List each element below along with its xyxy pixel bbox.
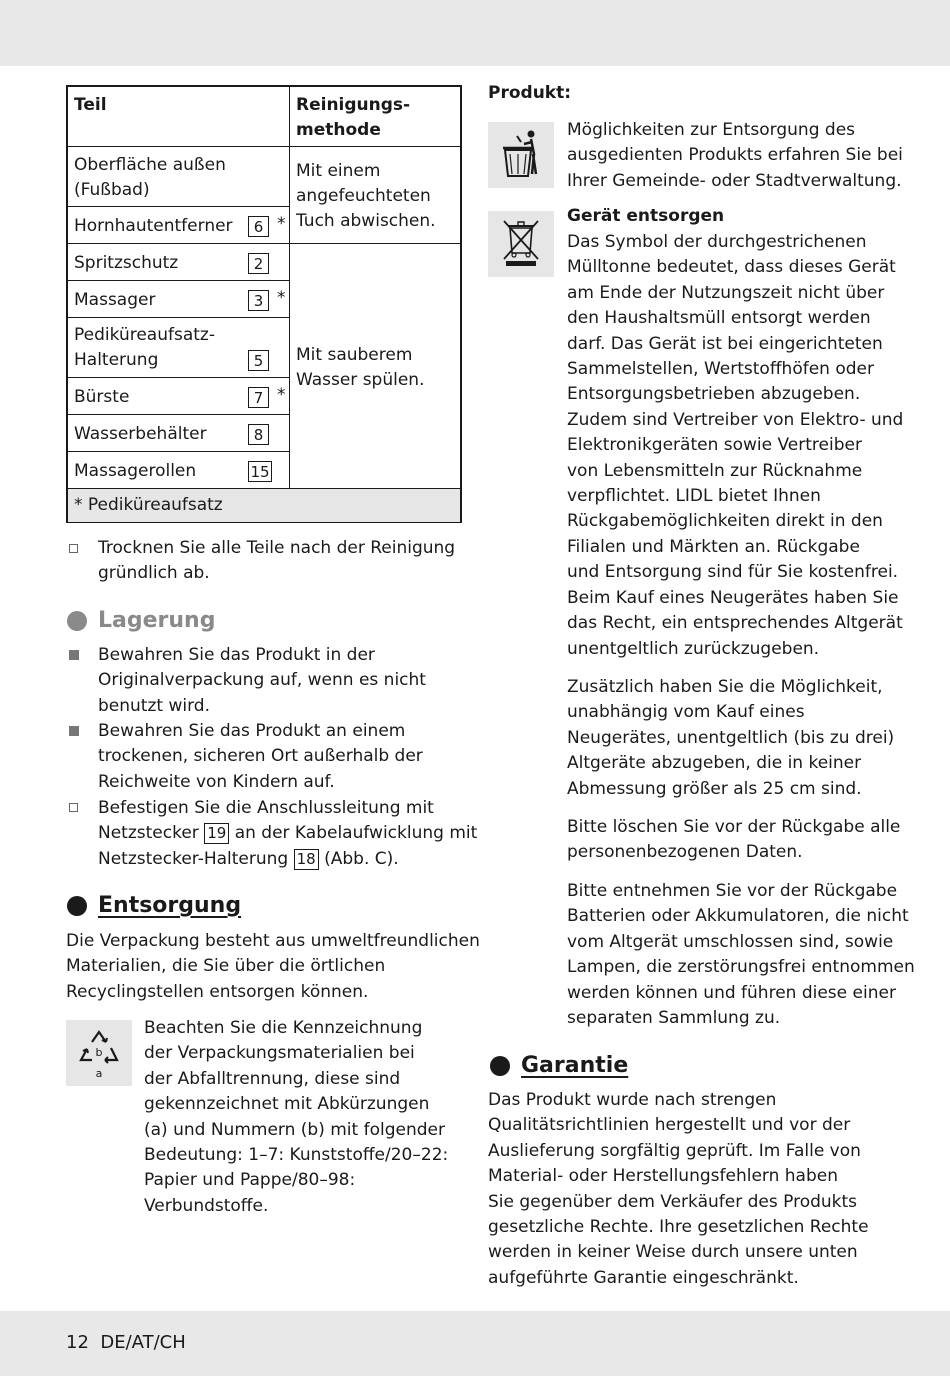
trash-text: Möglichkeiten zur Entsorgung des ausgedienten Produkts erfahren Sie bei Ihrer Gemeinde- oder Stadtverwaltung. xyxy=(567,120,903,191)
weee-text: Das Symbol der durchgestrichenen Mülltonne bedeutet, dass dieses Gerät am Ende der Nutzungszeit nicht über den Haushaltsmüll entsorgt werden darf. Das Gerät ist bei eingerichteten Sammelstellen, Wertstoffhöfen oder Entsorgungsbetrieben abzugeben. Zudem sind Vertreiber von Elektro- und Elektronikgeräten sowie Vertreiber von Lebensmitteln zur Rücknahme verpflichtet. LIDL bietet Ihnen Rückgabemöglichkeiten direkt in den Filialen und Märkten an. Rückgabe und Entsorgung sind für Sie kostenfrei. Beim Kauf eines Neugerätes haben Sie das Recht, ein entsprechendes Altgerät unentgeltlich zurückzugeben. xyxy=(567,232,904,659)
cleaning-method-wipe: Mit einem angefeuchteten Tuch abwischen. xyxy=(296,161,436,231)
table-footnote-row xyxy=(68,488,460,522)
footer-label xyxy=(66,1332,186,1353)
top-band xyxy=(0,0,950,66)
dry-note: Trocknen Sie alle Teile nach der Reinigung gründlich ab. xyxy=(98,538,456,584)
lagerung-item-1: Bewahren Sie das Produkt in der Originalverpackung auf, wenn es nicht benutzt wird. xyxy=(98,645,426,716)
recycle-icon-b: b xyxy=(95,1046,103,1059)
part-number-badge: 19 xyxy=(204,823,229,844)
header-method: Reinigungs- methode xyxy=(296,95,411,140)
table-row-part: Wasserbehälter xyxy=(74,424,207,444)
section-title-garantie: Garantie xyxy=(521,1053,629,1078)
table-row-part: Massagerollen xyxy=(74,461,197,481)
cleaning-table xyxy=(66,85,462,523)
part-number-badge: 8 xyxy=(248,424,269,445)
lagerung-item-2: Bewahren Sie das Produkt an einem trockenen, sicheren Ort außerhalb der Reichweite von Kindern auf. xyxy=(98,721,423,792)
recycling-text: Beachten Sie die Kennzeichnung der Verpackungsmaterialien bei der Abfalltrennung, diese sind gekennzeichnet mit Abkürzungen (a) und Nummern (b) mit folgender Bedeutung: 1–7: Kunststoffe/20–22: Papier und Pappe/80–98: Verbundstoffe. xyxy=(144,1018,449,1216)
section-title-entsorgung: Entsorgung xyxy=(98,893,242,918)
lagerung-item-3-text: Netzstecker xyxy=(98,823,199,844)
section-title-lagerung: Lagerung xyxy=(98,608,216,633)
part-number-badge: 15 xyxy=(248,461,272,482)
square-bullet xyxy=(69,650,79,660)
lagerung-item-3-line-1: Befestigen Sie die Anschlussleitung mit xyxy=(98,798,434,818)
footnote-star: * xyxy=(277,385,286,405)
table-row-part: Massager xyxy=(74,290,156,310)
footnote-star: * xyxy=(277,214,286,234)
section-bullet-dot xyxy=(67,896,87,916)
cleaning-method-rinse: Mit sauberem Wasser spülen. xyxy=(296,345,425,390)
entsorgung-intro: Die Verpackung besteht aus umweltfreundlichen Materialien, die Sie über die örtlichen Recyclingstellen entsorgen können. xyxy=(66,931,480,1002)
recycling-icon xyxy=(66,1020,132,1086)
lagerung-item-3-text: an der Kabelaufwicklung mit xyxy=(234,823,478,844)
crossed-bin-icon xyxy=(488,211,554,277)
table-row-part: Bürste xyxy=(74,387,130,407)
weee-title: Gerät entsorgen xyxy=(567,206,725,226)
table-footnote: * Pediküreaufsatz xyxy=(74,495,223,515)
trash-bin-icon xyxy=(488,122,554,188)
garantie-text: Das Produkt wurde nach strengen Qualitätsrichtlinien hergestellt und vor der Auslieferung sorgfältig geprüft. Im Falle von Material- oder Herstellungsfehlern haben Sie gegenüber dem Verkäufer des Produkts gesetzliche Rechte. Ihre gesetzlichen Rechte werden in keiner Weise durch unsere unten aufgeführte Garantie eingeschränkt. xyxy=(488,1090,869,1288)
checkbox-bullet xyxy=(69,544,78,553)
footnote-star: * xyxy=(277,288,286,308)
part-number-badge: 18 xyxy=(294,849,319,870)
part-number-badge: 7 xyxy=(248,387,269,408)
produkt-title: Produkt: xyxy=(488,83,572,103)
recycle-icon-a: a xyxy=(95,1067,103,1080)
header-part: Teil xyxy=(74,95,107,115)
part-number-badge: 5 xyxy=(248,350,269,371)
part-number-badge: 6 xyxy=(248,216,269,237)
section-bullet-dot xyxy=(67,611,87,631)
lagerung-item-3-text: Netzstecker-Halterung xyxy=(98,848,289,869)
lagerung-item-3 xyxy=(98,796,477,872)
country-codes: DE/AT/CH xyxy=(100,1332,186,1353)
checkbox-bullet xyxy=(69,803,78,812)
delete-data-text: Bitte löschen Sie vor der Rückgabe alle personenbezogenen Daten. xyxy=(567,817,901,863)
section-bullet-dot xyxy=(490,1056,510,1076)
square-bullet xyxy=(69,726,79,736)
lagerung-item-3-text: (Abb. C). xyxy=(324,848,399,869)
page-number: 12 xyxy=(66,1332,89,1353)
table-row-part: Pediküreaufsatz- Halterung xyxy=(74,325,215,370)
table-row-part: Spritzschutz xyxy=(74,253,179,273)
additional-return-text: Zusätzlich haben Sie die Möglichkeit, unabhängig vom Kauf eines Neugerätes, unentgeltlich (bis zu drei) Altgeräte abzugeben, die in keiner Abmessung größer als 25 cm sind. xyxy=(567,677,895,799)
part-number-badge: 3 xyxy=(248,290,269,311)
batteries-text: Bitte entnehmen Sie vor der Rückgabe Batterien oder Akkumulatoren, die nicht vom Altgerät umschlossen sind, sowie Lampen, die zerstörungsfrei entnommen werden können und führen diese einer separaten Sammlung zu. xyxy=(567,881,915,1029)
table-row-part: Hornhautentferner xyxy=(74,216,233,236)
table-row-part: Oberfläche außen (Fußbad) xyxy=(74,155,226,200)
part-number-badge: 2 xyxy=(248,253,269,274)
